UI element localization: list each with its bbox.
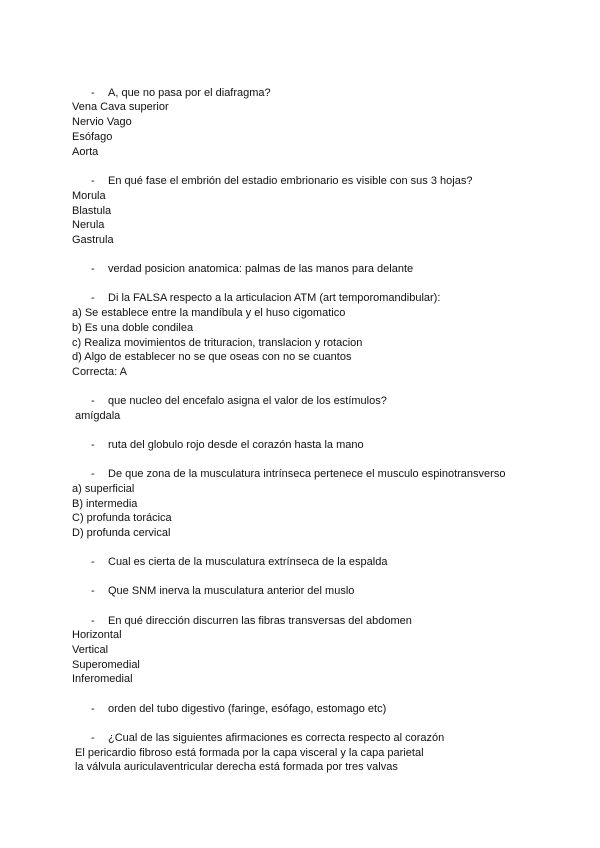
question-8 bbox=[91, 556, 387, 568]
answer-option: Nerula bbox=[72, 219, 105, 231]
question-11 bbox=[91, 703, 386, 715]
answer-option: c) Realiza movimientos de trituracion, translacion y rotacion bbox=[72, 337, 363, 349]
answer-option: Horizontal bbox=[72, 629, 122, 641]
answer-option: Nervio Vago bbox=[72, 116, 132, 128]
question-text: ¿Cual de las siguientes afirmaciones es correcta respecto al corazón bbox=[108, 732, 445, 744]
question-text: Di la FALSA respecto a la articulacion ATM (art temporomandibular): bbox=[108, 292, 441, 304]
bullet-dash: - bbox=[91, 292, 95, 304]
answer-option: d) Algo de establecer no se que oseas con no se cuantos bbox=[72, 351, 352, 363]
question-1 bbox=[91, 87, 271, 99]
answer-option: Blastula bbox=[72, 205, 112, 217]
question-text: Cual es cierta de la musculatura extrínseca de la espalda bbox=[108, 556, 388, 568]
question-7 bbox=[91, 468, 505, 480]
bullet-dash: - bbox=[91, 703, 95, 715]
answer-option: Superomedial bbox=[72, 659, 140, 671]
question-3 bbox=[91, 263, 413, 275]
bullet-dash: - bbox=[91, 395, 95, 407]
question-4 bbox=[91, 292, 440, 304]
question-text: A, que no pasa por el diafragma? bbox=[108, 87, 271, 99]
question-text: De que zona de la musculatura intrínseca pertenece el musculo espinotransverso bbox=[108, 468, 506, 480]
answer-option: Vertical bbox=[72, 644, 109, 656]
question-10 bbox=[91, 615, 412, 627]
bullet-dash: - bbox=[91, 556, 95, 568]
answer-option: Inferomedial bbox=[72, 673, 133, 685]
answer-option: a) Se establece entre la mandíbula y el huso cigomatico bbox=[72, 307, 346, 319]
answer-option: a) superficial bbox=[72, 483, 135, 495]
question-text: Que SNM inerva la musculatura anterior del muslo bbox=[108, 585, 355, 597]
question-12 bbox=[91, 732, 444, 744]
answer-text: la válvula auriculaventricular derecha está formada por tres valvas bbox=[75, 761, 398, 773]
answer-text: amígdala bbox=[75, 410, 121, 422]
question-text: verdad posicion anatomica: palmas de las manos para delante bbox=[108, 263, 414, 275]
bullet-dash: - bbox=[91, 468, 95, 480]
answer-option: B) intermedia bbox=[72, 498, 138, 510]
answer-text: El pericardio fibroso está formada por la capa visceral y la capa parietal bbox=[75, 747, 424, 759]
answer-option: Gastrula bbox=[72, 234, 114, 246]
question-text: que nucleo del encefalo asigna el valor de los estímulos? bbox=[108, 395, 387, 407]
answer-option: Morula bbox=[72, 190, 106, 202]
bullet-dash: - bbox=[91, 439, 95, 451]
bullet-dash: - bbox=[91, 615, 95, 627]
question-2 bbox=[91, 175, 472, 187]
bullet-dash: - bbox=[91, 732, 95, 744]
answer-option: Aorta bbox=[72, 146, 99, 158]
answer-option: C) profunda torácica bbox=[72, 512, 172, 524]
bullet-dash: - bbox=[91, 263, 95, 275]
question-5 bbox=[91, 395, 387, 407]
question-text: En qué fase el embrión del estadio embrionario es visible con sus 3 hojas? bbox=[108, 175, 473, 187]
answer-option: Vena Cava superior bbox=[72, 101, 169, 113]
question-6 bbox=[91, 439, 364, 451]
bullet-dash: - bbox=[91, 585, 95, 597]
question-text: orden del tubo digestivo (faringe, esófago, estomago etc) bbox=[108, 703, 387, 715]
bullet-dash: - bbox=[91, 175, 95, 187]
correct-answer: Correcta: A bbox=[72, 366, 128, 378]
question-text: En qué dirección discurren las fibras transversas del abdomen bbox=[108, 615, 412, 627]
bullet-dash: - bbox=[91, 87, 95, 99]
answer-option: b) Es una doble condilea bbox=[72, 322, 194, 334]
answer-option: Esófago bbox=[72, 131, 113, 143]
question-9 bbox=[91, 585, 354, 597]
answer-option: D) profunda cervical bbox=[72, 527, 171, 539]
question-text: ruta del globulo rojo desde el corazón hasta la mano bbox=[108, 439, 364, 451]
